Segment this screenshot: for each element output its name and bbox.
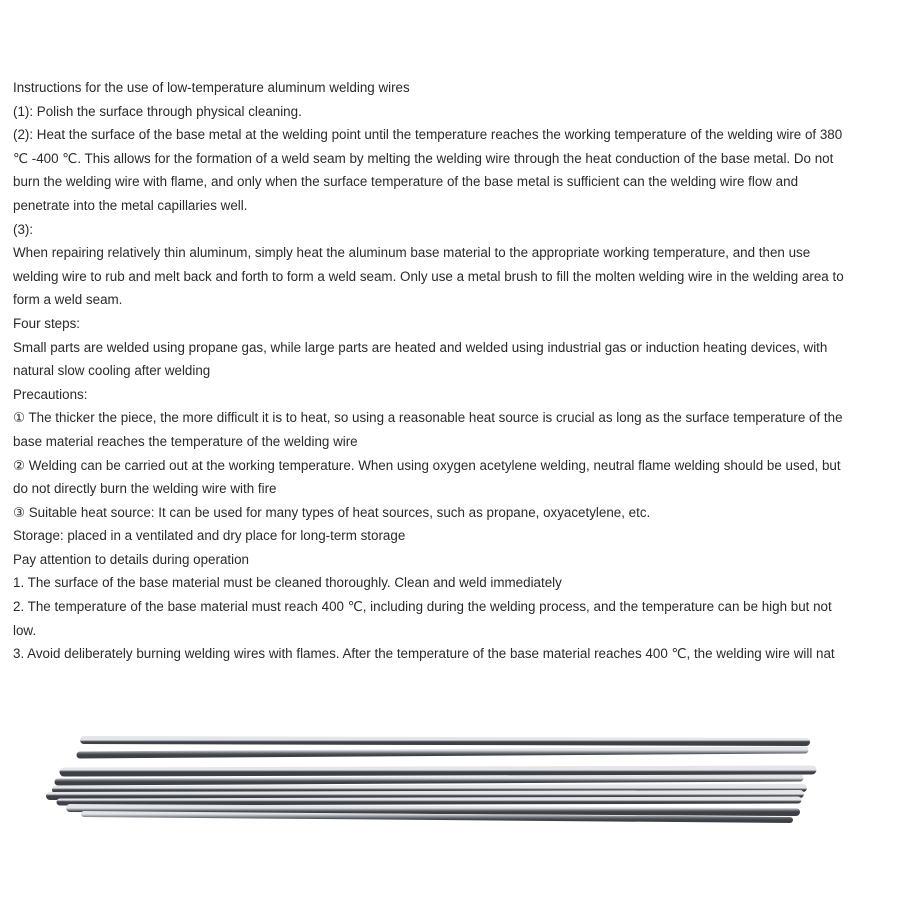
precaution-item: ① The thicker the piece, the more difficult it is to heat, so using a reasonable heat source is crucial as long as the surface temperature of the [13,410,843,426]
welding-rod [84,740,806,742]
four-steps-heading: Four steps: [13,315,80,331]
welding-rod [58,778,800,782]
four-steps-line: natural slow cooling after welding [13,363,211,379]
detail-item: 2. The temperature of the base material must reach 400 ℃, including during the welding process, and the temperature can be high but not [13,599,832,615]
welding-rod [64,770,812,772]
step-2-line: penetrate into the metal capillaries well. [13,197,248,213]
welding-rods-illustration [0,700,900,860]
step-2-line: ℃ -400 ℃. This allows for the formation of a weld seam by melting the welding wire through the heat conduction of the base metal. Do not [13,150,834,166]
step-2-line: (2): Heat the surface of the base metal at the welding point until the temperature reaches the working temperature of the welding wire of 380 [13,127,843,143]
step-3-line: welding wire to rub and melt back and forth to form a weld seam. Only use a metal brush to fill the molten welding wire in the welding area to [13,268,844,284]
precaution-item: do not directly burn the welding wire with fire [13,481,277,497]
instructions-text-block [13,76,888,666]
detail-item: 1. The surface of the base material must be cleaned thoroughly. Clean and weld immediately [13,575,562,591]
detail-item: low. [13,622,37,638]
instructions-title: Instructions for the use of low-temperature aluminum welding wires [13,80,410,95]
precaution-item: ② Welding can be carried out at the working temperature. When using oxygen acetylene welding, neutral flame welding should be used, but [13,457,841,473]
precautions-heading: Precautions: [13,386,88,402]
details-heading: Pay attention to details during operation [13,551,249,567]
step-3-line: When repairing relatively thin aluminum, simply heat the aluminum base material to the appropriate working temperature, and then use [13,245,811,261]
rod-bundle [50,740,812,820]
storage-line: Storage: placed in a ventilated and dry place for long-term storage [13,528,406,544]
welding-rod [80,750,805,755]
welding-rod [50,794,800,796]
step-3-heading: (3): [13,221,34,237]
step-1-line: (1): Polish the surface through physical cleaning. [13,103,302,119]
detail-item: 3. Avoid deliberately burning welding wires with flames. After the temperature of the base material reaches 400 ℃, the welding wire will nat [13,646,835,662]
step-2-line: burn the welding wire with flame, and only when the surface temperature of the base metal is sufficient can the welding wire flow and [13,174,799,190]
welding-rod [56,788,803,790]
welding-rod [70,808,796,812]
precaution-item: base material reaches the temperature of the welding wire [13,433,358,449]
four-steps-line: Small parts are welded using propane gas, while large parts are heated and welded using industrial gas or induction heating devices, with [13,339,828,355]
step-3-line: form a weld seam. [13,292,123,308]
precaution-item: ③ Suitable heat source: It can be used for many types of heat sources, such as propane, oxyacetylene, etc. [13,504,651,520]
welding-rod [60,800,798,802]
